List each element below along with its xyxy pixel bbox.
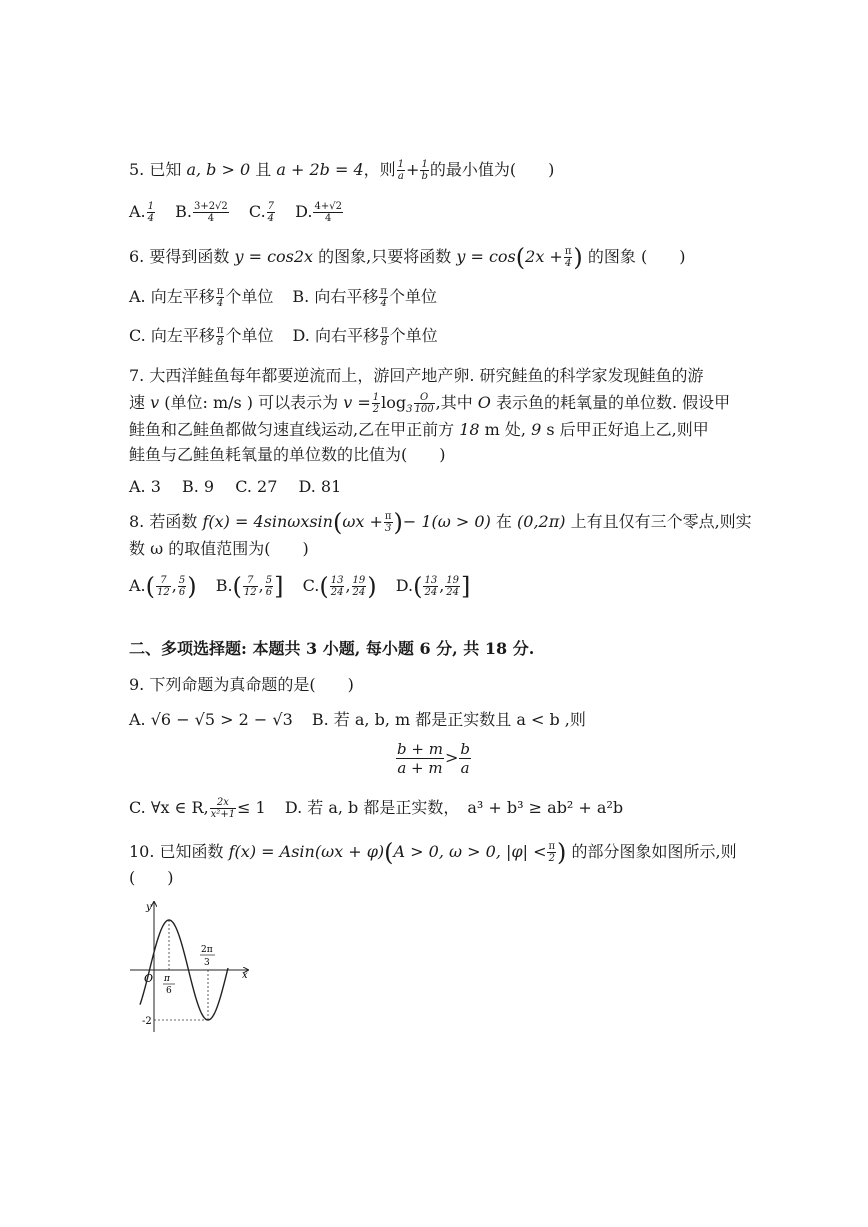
- q6-stem: 6. 要得到函数 y = cos2x 的图象,只要将函数 y = cos(2x + $\frac{\pi}{4}$ ) 的图象 ( ): [129, 243, 686, 272]
- q6-options-ab: [129, 285, 828, 309]
- q9-option-d: D. 若 a, b 都是正实数， a³ + b³ ≥ ab² + a²b: [284, 798, 624, 817]
- min-label: -2: [142, 1016, 152, 1027]
- q5-option-b: B. $\frac{3+2√2}{4}$: [175, 201, 228, 224]
- q6-option-c: C. 向左平移 $\frac{\pi}{8}$ 个单位: [129, 325, 274, 348]
- q9-stem: 9. 下列命题为真命题的是( ): [129, 675, 354, 694]
- q7-line-3: 鲑鱼和乙鲑鱼都做匀速直线运动,乙在甲正前方 18 m 处, 9 s 后甲正好追上乙,则甲: [129, 420, 709, 439]
- q6-options-cd: [129, 324, 828, 348]
- q6-option-a: A. 向左平移 $\frac{\pi}{4}$ 个单位: [129, 286, 274, 309]
- q5-option-d: D. $\frac{4+√2}{4}$: [295, 201, 342, 224]
- q8-stem: 8. 若函数 f(x) = 4sinωxsin(ωx + $\frac{\pi}{3}$ )− 1(ω > 0) 在 (0,2π) 上有且仅有三个零点,则实: [129, 508, 752, 537]
- q9-options-ab: [129, 708, 828, 732]
- x-axis-label: x: [242, 970, 248, 981]
- tick-2pi-3-den: 3: [204, 958, 210, 968]
- q9-option-a: A. √6 − √5 > 2 − √3: [129, 710, 293, 729]
- q6-option-d: D. 向右平移 $\frac{\pi}{8}$ 个单位: [292, 325, 438, 348]
- q5-option-c: C. $\frac{7}{4}$: [248, 201, 275, 224]
- q9-option-b-inequality: $\frac{b + m}{a + m}$ > $\frac{b}{a}$: [397, 740, 470, 777]
- q10-line-2: ( ): [129, 868, 174, 887]
- q8-option-b: B.( $\frac{7}{12}$ , $\frac{5}{6}$ ]: [215, 572, 284, 601]
- y-axis-label: y: [146, 902, 152, 913]
- q10-graph: [100, 890, 360, 1070]
- tick-2pi-3-num: 2π: [201, 945, 213, 955]
- q7-line-2: 速 v (单位: m/s ) 可以表示为 v = $\frac{1}{2}$ $\log_3$ $\frac{O}{100}$ ,其中 O 表示鱼的耗氧量的单位数. 假设甲: [129, 392, 731, 416]
- q9-option-b: B. 若 a, b, m 都是正实数且 a < b ,则: [311, 710, 586, 729]
- q8-options: [129, 572, 828, 601]
- section-2-heading: 二、多项选择题: 本题共 3 小题, 每小题 6 分, 共 18 分.: [129, 639, 535, 658]
- q7-options: A. 3 B. 9 C. 27 D. 81: [129, 477, 342, 496]
- q5-options: [129, 200, 828, 224]
- q8-option-a: A.( $\frac{7}{12}$ , $\frac{5}{6}$ ): [129, 572, 197, 601]
- q5-stem: 5. 已知 a, b > 0 且 a + 2b = 4，则 $\frac{1}{a}$ + $\frac{1}{b}$ 的最小值为( ): [129, 159, 555, 182]
- tick-pi-6-num: π: [164, 974, 170, 984]
- q7-line-1: 7. 大西洋鲑鱼每年都要逆流而上，游回产地产卵. 研究鲑鱼的科学家发现鲑鱼的游: [129, 366, 704, 385]
- q9-options-cd: [129, 796, 828, 820]
- q5-option-a: A. $\frac{1}{4}$: [129, 201, 155, 224]
- origin-label: O: [144, 972, 154, 985]
- tick-pi-6-den: 6: [166, 986, 172, 996]
- q7-line-4: 鲑鱼与乙鲑鱼耗氧量的单位数的比值为( ): [129, 445, 446, 464]
- q8-option-d: D.( $\frac{13}{24}$ , $\frac{19}{24}$ ]: [395, 572, 471, 601]
- q8-option-c: C.( $\frac{13}{24}$ , $\frac{19}{24}$ ): [302, 572, 377, 601]
- q9-option-c: C. ∀x ∈ R, $\frac{2x}{\text{x²+1}}$ ≤ 1: [129, 797, 266, 820]
- q8-line-2: 数 ω 的取值范围为( ): [129, 539, 309, 558]
- q10-stem: 10. 已知函数 f(x) = Asin(ωx + φ)(A > 0, ω > 0, |φ| < $\frac{\pi}{2}$ ) 的部分图象如图所示,则: [129, 838, 737, 867]
- q6-option-b: B. 向右平移 $\frac{\pi}{4}$ 个单位: [292, 286, 437, 309]
